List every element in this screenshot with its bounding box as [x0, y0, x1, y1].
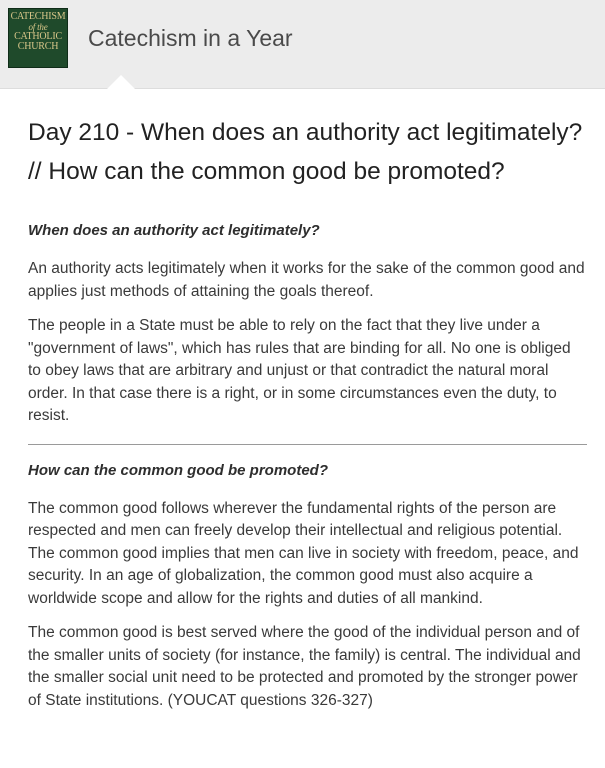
section-question: How can the common good be promoted?	[28, 461, 328, 479]
section-authority	[28, 221, 587, 428]
app-header	[0, 0, 605, 89]
section-common-good	[28, 461, 587, 713]
section-paragraph: The people in a State must be able to rely on the fact that they live under a "government of laws", which has rules that are binding for all. No one is obliged to obey laws that are arbitrary and unjust or that contradict the natural moral order. In that case there is a right, or in some circumstances even the duty, to resist.	[28, 317, 571, 424]
section-paragraph: The common good is best served where the good of the individual person and of the smaller units of society (for instance, the family) is central. The individual and the smaller social unit need to be protected and promoted by the stronger power of State institutions. (YOUCAT questions 326-327)	[28, 624, 581, 709]
section-question: When does an authority act legitimately?	[28, 222, 320, 239]
logo-line: CATHOLIC	[14, 31, 62, 42]
logo-line: CATECHISM	[10, 11, 66, 22]
header-pointer	[107, 75, 135, 89]
app-title[interactable]: Catechism in a Year	[88, 25, 293, 51]
logo-line: of the	[28, 22, 48, 32]
section-divider	[28, 444, 587, 445]
logo-line: CHURCH	[17, 41, 59, 52]
section-paragraph: An authority acts legitimately when it works for the sake of the common good and applies just methods of attaining the goals thereof.	[28, 260, 585, 300]
entry-title: Day 210 - When does an authority act legitimately? // How can the common good be promoted?	[28, 119, 583, 185]
entry-content	[0, 89, 605, 712]
catechism-logo[interactable]	[8, 8, 68, 68]
section-paragraph: The common good follows wherever the fundamental rights of the person are respected and men can freely develop their intellectual and religious potential. The common good implies that men can live in society with freedom, peace, and security. In an age of globalization, the common good must also acquire a worldwide scope and allow for the rights and duties of all mankind.	[28, 499, 579, 607]
